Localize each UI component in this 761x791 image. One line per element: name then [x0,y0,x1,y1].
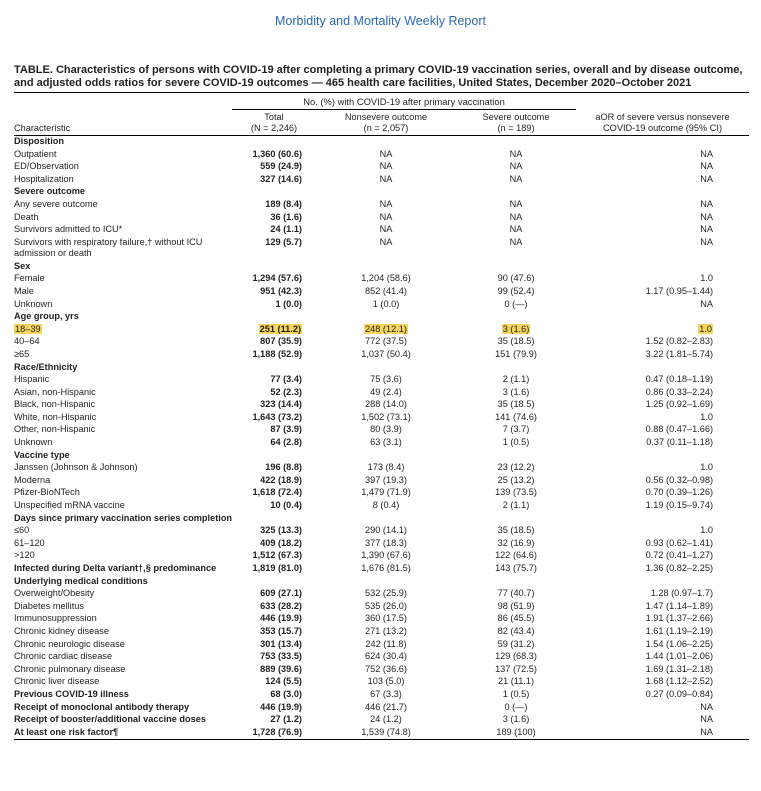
cell-severe: 189 (100) [496,726,536,737]
table-row [14,149,749,162]
cell-severe: NA [509,211,523,222]
table-row [14,664,749,677]
cell-aor: 1.0 [700,411,714,422]
cell-nonsevere: 535 (26.0) [365,600,407,611]
cell-total: 446 (19.9) [260,701,302,712]
cell-severe: 25 (13.2) [497,474,535,485]
cell-aor: NA [700,714,714,725]
row-label: Death [14,211,39,222]
section-row [14,136,749,149]
cell-severe: 3 (1.6) [502,714,530,725]
table-row [14,475,749,488]
cell-total: 77 (3.4) [270,374,302,385]
table-row [14,462,749,475]
table-body [14,136,749,740]
row-label: Any severe outcome [14,198,98,209]
cell-aor: 1.0 [700,525,714,536]
cell-severe: 35 (18.5) [497,336,535,347]
cell-aor: NA [700,701,714,712]
row-label: Asian, non-Hispanic [14,386,96,397]
cell-severe: 32 (16.9) [497,537,535,548]
cell-aor: NA [700,224,714,235]
cell-nonsevere: 80 (3.9) [370,424,402,435]
cell-aor: 1.0 [700,462,714,473]
row-label: ED/Observation [14,161,79,172]
table-row [14,336,749,349]
cell-nonsevere: NA [379,236,393,247]
table-row [14,424,749,437]
cell-total: 1,360 (60.6) [252,148,302,159]
cell-aor: NA [700,236,714,247]
table-row [14,538,749,551]
cell-nonsevere: 63 (3.1) [370,437,402,448]
row-label: 18–39 [15,323,41,334]
table-row [14,588,749,601]
header-aor: aOR of severe versus nonsevere COVID-19 outcome (95% CI) [576,110,749,136]
section-row [14,513,749,526]
cell-aor: NA [700,198,714,209]
header-characteristic: Characteristic [14,110,232,136]
cell-nonsevere: 752 (36.6) [365,663,407,674]
cell-aor: 1.91 (1.37–2.66) [645,613,714,624]
cell-nonsevere: 397 (19.3) [365,474,407,485]
cell-aor: 0.86 (0.33–2.24) [645,386,714,397]
row-label: Chronic kidney disease [14,625,109,636]
row-label: Overweight/Obesity [14,588,95,599]
row-label: Hospitalization [14,173,74,184]
table-row [14,613,749,626]
section-row [14,450,749,463]
cell-nonsevere: 1,539 (74.8) [361,726,411,737]
cell-aor: 0.70 (0.39–1.26) [645,487,714,498]
cell-severe: 122 (64.6) [495,550,537,561]
cell-severe: 137 (72.5) [495,663,537,674]
row-label: Previous COVID-19 illness [14,688,129,699]
cell-severe: 99 (52.4) [497,285,535,296]
cell-total: 27 (1.2) [270,714,302,725]
cell-total: 10 (0.4) [270,500,302,511]
cell-total: 251 (11.2) [259,323,301,334]
table-caption: TABLE. Characteristics of persons with COVID-19 after completing a primary COVID-19 vaccination series, overall and by disease outcome, and adjusted odds ratios for severe COVID-19 outcomes — 465 health care facilities, United States, December 2020–October 2021 [14,64,743,89]
cell-severe: NA [509,148,523,159]
cell-nonsevere: 288 (14.0) [365,399,407,410]
cell-nonsevere: 377 (18.3) [365,537,407,548]
cell-total: 1,819 (81.0) [252,563,302,573]
cell-total: 422 (18.9) [260,474,302,485]
cell-total: 409 (18.2) [260,537,302,548]
row-label: Receipt of monoclonal antibody therapy [14,701,190,712]
cell-severe: 86 (45.5) [497,613,535,624]
cell-nonsevere: 242 (11.8) [365,638,407,649]
cell-nonsevere: 103 (5.0) [367,676,405,687]
row-label: 61–120 [14,537,45,548]
row-label: Moderna [14,474,51,485]
cell-nonsevere: 532 (25.9) [365,588,407,599]
cell-severe: 1 (0.5) [502,437,530,448]
column-spanner: No. (%) with COVID-19 after primary vaccination [232,93,576,110]
cell-nonsevere: 8 (0.4) [372,500,400,511]
cell-severe: 23 (12.2) [497,462,535,473]
cell-nonsevere: 772 (37.5) [365,336,407,347]
cell-severe: 139 (73.5) [495,487,537,498]
cell-total: 951 (42.3) [260,285,302,296]
row-label: Pfizer-BioNTech [14,487,80,498]
header-nonsevere: Nonsevere outcome (n = 2,057) [316,110,456,136]
cell-aor: 1.54 (1.06–2.25) [645,638,714,649]
cell-total: 1,188 (52.9) [252,348,302,359]
table-row [14,387,749,400]
cell-nonsevere: 360 (17.5) [365,613,407,624]
row-label: Chronic pulmonary disease [14,663,126,674]
row-label: Survivors admitted to ICU* [14,224,123,235]
row-label: Male [14,285,34,296]
cell-aor: 1.0 [700,273,714,284]
table-row [14,299,749,312]
table-row [14,174,749,187]
section-row [14,311,749,324]
row-label: Outpatient [14,148,57,159]
cell-nonsevere: 271 (13.2) [365,625,407,636]
table-row [14,550,749,563]
cell-aor: 1.69 (1.31–2.18) [645,663,714,674]
cell-severe: 90 (47.6) [497,273,535,284]
table-row [14,689,749,702]
table-row [14,273,749,286]
table-row [14,212,749,225]
cell-nonsevere: 1,502 (73.1) [361,411,411,422]
cell-nonsevere: NA [379,148,393,159]
row-label: ≤60 [14,525,30,536]
row-label: At least one risk factor¶ [14,726,119,737]
table-row [14,412,749,425]
table-row [14,601,749,614]
cell-total: 1,294 (57.6) [252,273,302,284]
cell-aor: NA [700,211,714,222]
row-label: Immunosuppression [14,613,97,624]
row-label: Janssen (Johnson & Johnson) [14,462,138,473]
table-row [14,237,749,261]
cell-aor: 0.47 (0.18–1.19) [645,374,714,385]
table-row [14,676,749,689]
cell-nonsevere: 446 (21.7) [365,701,407,712]
table-row [14,161,749,174]
cell-severe: 98 (51.9) [497,600,535,611]
header-total: Total (N = 2,246) [232,110,316,136]
row-label: >120 [14,550,35,561]
cell-severe: NA [509,198,523,209]
table-row [14,437,749,450]
cell-aor: 1.28 (0.97–1.7) [650,588,714,599]
cell-total: 323 (14.4) [260,399,302,410]
cell-total: 889 (39.6) [260,663,302,674]
table-row [14,639,749,652]
section-row [14,186,749,199]
cell-total: 753 (33.5) [260,651,302,662]
cell-aor: 0.72 (0.41–1.27) [645,550,714,561]
row-label: Other, non-Hispanic [14,424,96,435]
cell-total: 327 (14.6) [260,173,302,184]
cell-total: 68 (3.0) [270,688,302,699]
cell-total: 1 (0.0) [275,298,302,309]
cell-nonsevere: 624 (30.4) [365,651,407,662]
header-severe: Severe outcome (n = 189) [456,110,576,136]
cell-aor: 1.36 (0.82–2.25) [645,563,714,573]
table-row [14,374,749,387]
cell-nonsevere: NA [379,198,393,209]
cell-aor: 0.27 (0.09–0.84) [645,688,714,699]
cell-severe: 35 (18.5) [497,525,535,536]
cell-severe: 0 (—) [504,298,528,309]
row-label: Vaccine type [14,449,70,460]
cell-aor: 1.68 (1.12–2.52) [645,676,714,687]
row-label: White, non-Hispanic [14,411,97,422]
cell-severe: 35 (18.5) [497,399,535,410]
cell-nonsevere: 248 (12.1) [365,323,407,334]
cell-aor: NA [700,726,714,737]
cell-nonsevere: 1,204 (58.6) [361,273,411,284]
cell-aor: 3.22 (1.81–5.74) [645,348,714,359]
data-table [14,92,749,740]
cell-aor: 0.93 (0.62–1.41) [645,537,714,548]
row-label: Age group, yrs [14,311,79,322]
cell-nonsevere: 24 (1.2) [370,714,402,725]
cell-total: 633 (28.2) [260,600,302,611]
cell-total: 1,643 (73.2) [252,411,302,422]
table-row [14,500,749,513]
cell-aor: 1.0 [699,323,713,334]
cell-aor: 1.25 (0.92–1.69) [645,399,714,410]
row-label: Severe outcome [14,186,85,197]
cell-severe: 59 (31.2) [497,638,535,649]
table-row [14,399,749,412]
cell-severe: 0 (—) [504,701,528,712]
cell-nonsevere: 1 (0.0) [372,298,400,309]
row-label: Diabetes mellitus [14,600,84,611]
cell-aor: 0.88 (0.47–1.66) [645,424,714,435]
row-label: Hispanic [14,374,50,385]
table-row [14,525,749,538]
cell-aor: 0.56 (0.32–0.98) [645,474,714,485]
section-row [14,261,749,274]
row-label: Female [14,273,45,284]
cell-nonsevere: 173 (8.4) [367,462,405,473]
cell-total: 124 (5.5) [265,676,302,687]
cell-nonsevere: NA [379,173,393,184]
row-label: Days since primary vaccination series completion [14,512,233,523]
row-label: Sex [14,260,31,271]
cell-severe: 3 (1.6) [502,323,530,334]
cell-severe: 151 (79.9) [495,348,537,359]
cell-severe: 7 (3.7) [502,424,530,435]
cell-severe: NA [509,173,523,184]
row-label: Underlying medical conditions [14,575,148,586]
table-row [14,286,749,299]
cell-total: 36 (1.6) [270,211,302,222]
cell-nonsevere: 1,037 (50.4) [361,348,411,359]
cell-total: 609 (27.1) [260,588,302,599]
cell-total: 325 (13.3) [260,525,302,536]
section-row [14,362,749,375]
cell-nonsevere: 290 (14.1) [365,525,407,536]
table-row [14,199,749,212]
cell-total: 446 (19.9) [260,613,302,624]
row-label: Unknown [14,298,53,309]
cell-severe: 21 (11.1) [497,676,535,687]
cell-total: 52 (2.3) [270,386,302,397]
row-label: Unspecified mRNA vaccine [14,500,125,511]
cell-total: 196 (8.8) [265,462,302,473]
table-row [14,714,749,727]
journal-header: Morbidity and Mortality Weekly Report [275,14,486,28]
cell-nonsevere: 75 (3.6) [370,374,402,385]
cell-total: 1,728 (76.9) [252,726,302,737]
table-row [14,626,749,639]
cell-total: 87 (3.9) [270,424,302,435]
cell-aor: NA [700,173,714,184]
cell-severe: 77 (40.7) [497,588,535,599]
cell-nonsevere: 1,676 (81.5) [361,563,411,573]
row-label: Race/Ethnicity [14,361,78,372]
cell-severe: NA [509,161,523,172]
cell-aor: 1.47 (1.14–1.89) [645,600,714,611]
cell-nonsevere: 852 (41.4) [365,285,407,296]
cell-aor: 1.17 (0.95–1.44) [645,285,714,296]
table-row [14,324,749,337]
cell-nonsevere: 67 (3.3) [370,688,402,699]
row-label: Survivors with respiratory failure,† without ICU admission or death [14,236,203,258]
table-row [14,487,749,500]
row-label: Unknown [14,437,53,448]
cell-total: 189 (8.4) [265,198,302,209]
cell-total: 807 (35.9) [260,336,302,347]
cell-aor: NA [700,161,714,172]
row-label: Chronic cardiac disease [14,651,113,662]
row-label: Infected during Delta variant†,§ predominance [14,563,217,573]
row-label: Black, non-Hispanic [14,399,96,410]
cell-aor: 1.19 (0.15–9.74) [645,500,714,511]
row-label: Disposition [14,136,65,146]
cell-severe: 3 (1.6) [502,386,530,397]
cell-total: 24 (1.1) [270,224,302,235]
cell-severe: NA [509,236,523,247]
cell-total: 559 (24.9) [260,161,302,172]
cell-severe: 141 (74.6) [495,411,537,422]
cell-aor: 1.52 (0.82–2.83) [645,336,714,347]
cell-total: 129 (5.7) [265,236,302,247]
cell-aor: NA [700,148,714,159]
cell-severe: NA [509,224,523,235]
row-label: Chronic neurologic disease [14,638,125,649]
cell-aor: NA [700,298,714,309]
cell-nonsevere: 1,479 (71.9) [361,487,411,498]
cell-aor: 1.61 (1.19–2.19) [645,625,714,636]
table-row [14,563,749,576]
cell-severe: 2 (1.1) [502,500,530,511]
row-label: Chronic liver disease [14,676,100,687]
table-row [14,727,749,740]
table-row [14,651,749,664]
table-row [14,702,749,715]
row-label: 40–64 [14,336,40,347]
cell-severe: 129 (68.3) [495,651,537,662]
cell-aor: 0.37 (0.11–1.18) [646,437,714,448]
cell-total: 1,512 (67.3) [252,550,302,561]
cell-nonsevere: 1,390 (67.6) [361,550,411,561]
table-row [14,224,749,237]
cell-total: 353 (15.7) [260,625,302,636]
cell-severe: 82 (43.4) [497,625,535,636]
cell-nonsevere: NA [379,211,393,222]
cell-nonsevere: NA [379,161,393,172]
section-row [14,576,749,589]
cell-total: 1,618 (72.4) [252,487,302,498]
cell-aor: 1.44 (1.01–2.06) [645,651,714,662]
row-label: ≥65 [14,348,30,359]
cell-severe: 2 (1.1) [502,374,530,385]
row-label: Receipt of booster/additional vaccine doses [14,714,206,725]
cell-nonsevere: 49 (2.4) [370,386,402,397]
cell-nonsevere: NA [379,224,393,235]
table-row [14,349,749,362]
cell-severe: 1 (0.5) [502,688,530,699]
cell-severe: 143 (75.7) [495,563,537,573]
cell-total: 64 (2.8) [270,437,302,448]
cell-total: 301 (13.4) [260,638,302,649]
